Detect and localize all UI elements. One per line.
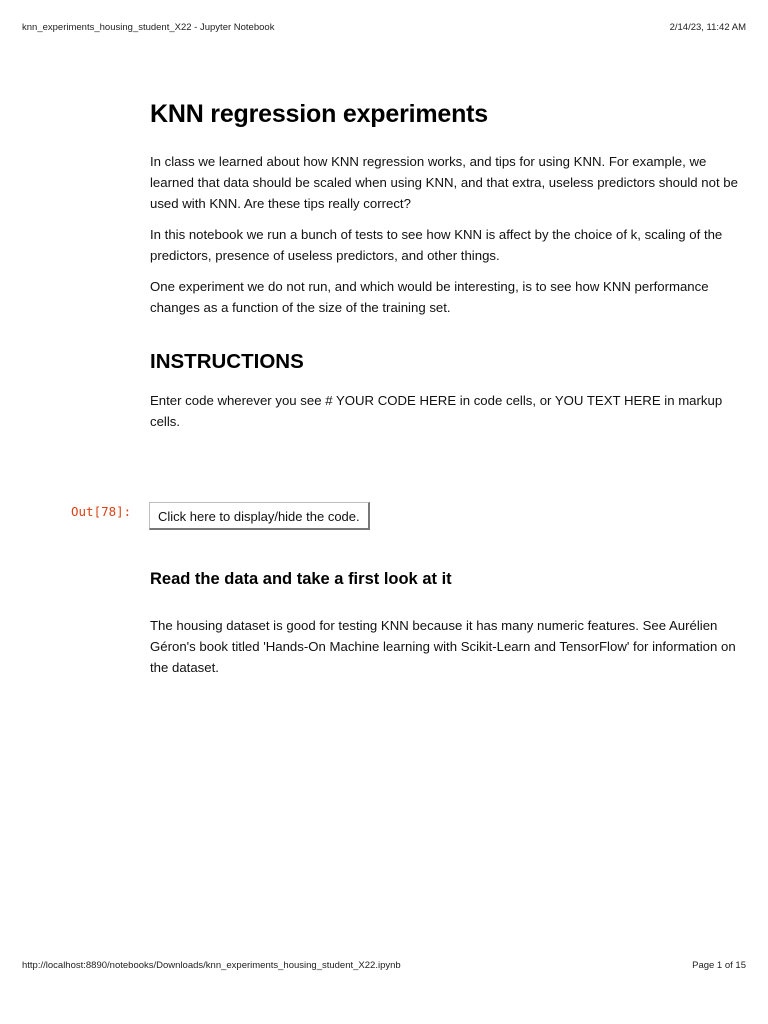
intro-paragraph-2: In this notebook we run a bunch of tests to see how KNN is affect by the choice of k, scaling of the predictors, presence of useless predictors, and other things.: [150, 227, 723, 263]
toggle-code-button[interactable]: Click here to display/hide the code.: [149, 502, 370, 530]
output-prompt: Out[78]:: [71, 504, 132, 519]
intro-paragraph-1: In class we learned about how KNN regression works, and tips for using KNN. For example, we learned that data should be scaled when using KNN, and that extra, useless predictors should not be used with KNN. Are these tips really correct?: [150, 154, 738, 211]
print-footer-url: http://localhost:8890/notebooks/Downloads/knn_experiments_housing_student_X22.ipynb: [22, 960, 401, 971]
notebook-content: [150, 100, 740, 442]
output-cell: [0, 502, 768, 534]
print-header-title: knn_experiments_housing_student_X22 - Jupyter Notebook: [22, 22, 275, 33]
instructions-text: Enter code wherever you see # YOUR CODE HERE in code cells, or YOU TEXT HERE in markup cells.: [150, 393, 723, 429]
print-footer-page: Page 1 of 15: [692, 960, 746, 971]
data-heading: Read the data and take a first look at it: [150, 570, 452, 588]
intro-paragraph-3: One experiment we do not run, and which would be interesting, is to see how KNN performance changes as a function of the size of the training set.: [150, 279, 709, 315]
notebook-title: KNN regression experiments: [150, 100, 488, 128]
data-section: [150, 570, 740, 688]
data-text: The housing dataset is good for testing KNN because it has many numeric features. See Aurélien Géron's book titled 'Hands-On Machine learning with Scikit-Learn and TensorFlow' for information on the dataset.: [150, 618, 736, 675]
print-header-date: 2/14/23, 11:42 AM: [669, 22, 746, 33]
instructions-heading: INSTRUCTIONS: [150, 350, 304, 373]
